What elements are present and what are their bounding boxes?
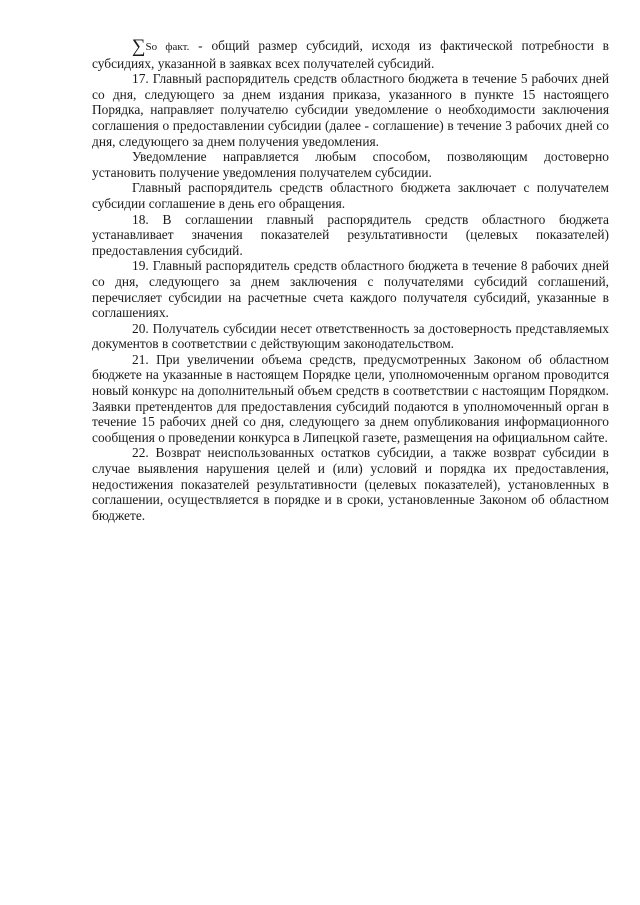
paragraph-19: 19. Главный распорядитель средств областного бюджета в течение 8 рабочих дней со дня, следующего за днем заключения с получателями субсидий соглашений, перечисляет субсидии на расчетные счета каждого получателя субсидий, указанные в соглашениях. [92, 258, 609, 321]
paragraph-18: 18. В соглашении главный распорядитель средств областного бюджета устанавливает значения показателей результативности (целевых показателей) предоставления субсидий. [92, 211, 609, 258]
paragraph-notification: Уведомление направляется любым способом, позволяющим достоверно установить получение уведомления получателем субсидии. [92, 149, 609, 180]
paragraph-22: 22. Возврат неиспользованных остатков субсидии, а также возврат субсидии в случае выявления нарушения целей и (или) условий и порядка их предоставления, недостижения показателей результативности (целевых показателей), установленных в соглашении, осуществляется в порядке и в сроки, установленные Законом об областном бюджете. [92, 445, 609, 523]
formula-definition [92, 38, 609, 71]
paragraph-21: 21. При увеличении объема средств, предусмотренных Законом об областном бюджете на указанные в настоящем Порядке цели, уполномоченным органом проводится новый конкурс на дополнительный объем средств в соответствии с настоящим Порядком. Заявки претендентов для предоставления субсидий подаются в уполномоченный орган в течение 15 рабочих дней со дня, следующего за днем опубликования информационного сообщения о проведении конкурса в Липецкой газете, размещения на официальном сайте. [92, 351, 609, 445]
sum-symbol: ∑ [132, 36, 146, 57]
document-page [92, 38, 609, 523]
paragraph-agreement-day: Главный распорядитель средств областного бюджета заключает с получателем субсидии соглашение в день его обращения. [92, 180, 609, 211]
formula-subscript: So факт. [145, 41, 190, 53]
paragraph-20: 20. Получатель субсидии несет ответственность за достоверность представляемых документов в соответствии с действующим законодательством. [92, 320, 609, 352]
formula-definition-text: - общий размер субсидий, исходя из фактической потребности в субсидиях, указанной в заявках всех получателей субсидий. [92, 38, 610, 71]
paragraph-17: 17. Главный распорядитель средств областного бюджета в течение 5 рабочих дней со дня, следующего за днем издания приказа, указанного в пункте 15 настоящего Порядка, направляет получателю субсидии уведомление о необходимости заключения соглашения о предоставлении субсидии (далее - соглашение) в течение 3 рабочих дней со дня, следующего за днем получения уведомления. [92, 71, 609, 149]
